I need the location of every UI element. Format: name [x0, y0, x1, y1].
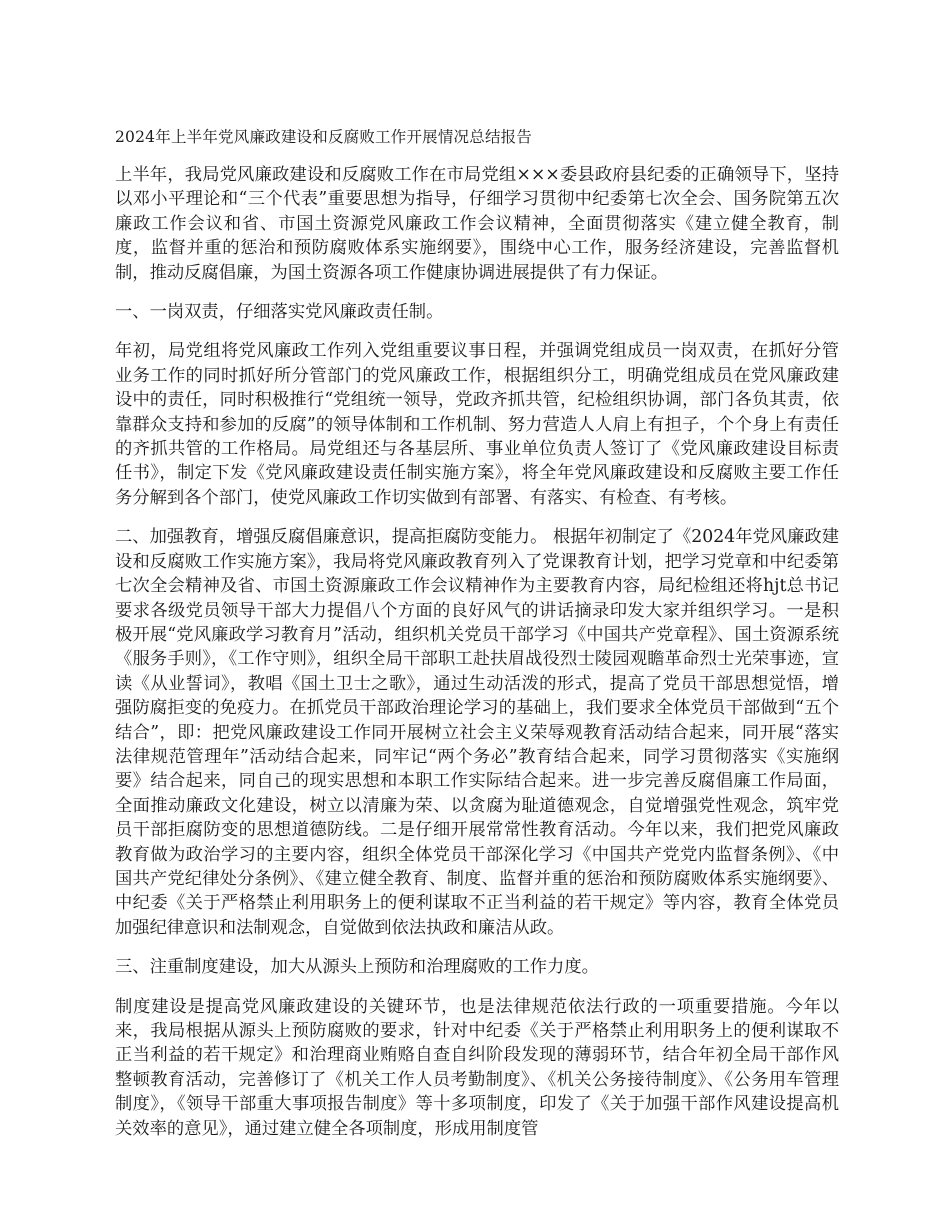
paragraph-section-3: 制度建设是提高党风廉政建设的关键环节，也是法律规范依法行政的一项重要措施。今年以来，我局根据从源头上预防腐败的要求，针对中纪委《关于严格禁止利用职务上的便利谋取不正当利益的若干规定》和治理商业贿赂自查自纠阶段发现的薄弱环节，结合年初全局干部作风整顿教育活动，完善修订了《机关工作人员考勤制度》、《机关公务接待制度》、《公务用车管理制度》，《领导干部重大事项报告制度》等十多项制度，印发了《关于加强干部作风建设提高机关效率的意见》，通过建立健全各项制度，形成用制度管 — [115, 996, 839, 1139]
section-heading-3: 三、注重制度建设，加大从源头上预防和治理腐败的工作力度。 — [115, 957, 599, 978]
document-page — [115, 126, 839, 1156]
paragraph-section-2: 二、加强教育，增强反腐倡廉意识，提高拒腐防变能力。 根据年初制定了《2024年党风廉政建设和反腐败工作实施方案》，我局将党风廉政教育列入了党课教育计划，把学习党章和中纪委第七次全会精神及省、市国土资源廉政工作会议精神作为主要教育内容，局纪检组还将hjt总书记要求各级党员领导干部大力提倡八个方面的良好风气的讲话摘录印发大家并组织学习。一是积极开展“党风廉政学习教育月”活动，组织机关党员干部学习《中国共产党章程》、国土资源系统《服务手则》，《工作守则》，组织全局干部职工赴扶眉战役烈士陵园观瞻革命烈士光荣事迹，宣读《从业誓词》，教唱《国土卫士之歌》，通过生动活泼的形式，提高了党员干部思想觉悟，增强防腐拒变的免疫力。在抓党员干部政治理论学习的基础上，我们要求全体党员干部做到“五个结合”，即：把党风廉政建设工作同开展树立社会主义荣辱观教育活动结合起来，同开展“落实法律规范管理年”活动结合起来，同牢记“两个务必”教育结合起来，同学习贯彻落实《实施纲要》结合起来，同自己的现实思想和本职工作实际结合起来。进一步完善反腐倡廉工作局面，全面推动廉政文化建设，树立以清廉为荣、以贪腐为耻道德观念，自觉增强党性观念，筑牢党员干部拒腐防变的思想道德防线。二是仔细开展常常性教育活动。今年以来，我们把党风廉政教育做为政治学习的主要内容，组织全体党员干部深化学习《中国共产党党内监督条例》、《中国共产党纪律处分条例》、《建立健全教育、制度、监督并重的惩治和预防腐败体系实施纲要》、中纪委《关于严格禁止利用职务上的便利谋取不正当利益的若干规定》等内容，教育全体党员加强纪律意识和法制观念，自觉做到依法执政和廉洁从政。 — [115, 527, 839, 938]
paragraph-section-1: 年初，局党组将党风廉政工作列入党组重要议事日程，并强调党组成员一岗双责，在抓好分管业务工作的同时抓好所分管部门的党风廉政工作，根据组织分工，明确党组成员在党风廉政建设中的责任，同时积极推行“党组统一领导，党政齐抓共管，纪检组织协调，部门各负其责，依靠群众支持和参加的反腐”的领导体制和工作机制、努力营造人人肩上有担子，个个身上有责任的齐抓共管的工作格局。局党组还与各基层所、事业单位负责人签订了《党风廉政建设目标责任书》，制定下发《党风廉政建设责任制实施方案》，将全年党风廉政建设和反腐败主要工作任务分解到各个部门，使党风廉政工作切实做到有部署、有落实、有检查、有考核。 — [115, 341, 839, 508]
document-title: 2024年上半年党风廉政建设和反腐败工作开展情况总结报告 — [115, 128, 533, 146]
paragraph-intro: 上半年，我局党风廉政建设和反腐败工作在市局党组×××委县政府县纪委的正确领导下，坚持以邓小平理论和“三个代表”重要思想为指导，仔细学习贯彻中纪委第七次全会、国务院第五次廉政工作会议和省、市国土资源党风廉政工作会议精神，全面贯彻落实《建立健全教育，制度，监督并重的惩治和预防腐败体系实施纲要》，围绕中心工作，服务经济建设，完善监督机制，推动反腐倡廉，为国土资源各项工作健康协调进展提供了有力保证。 — [115, 165, 839, 283]
section-heading-1: 一、一岗双责，仔细落实党风廉政责任制。 — [115, 302, 444, 323]
